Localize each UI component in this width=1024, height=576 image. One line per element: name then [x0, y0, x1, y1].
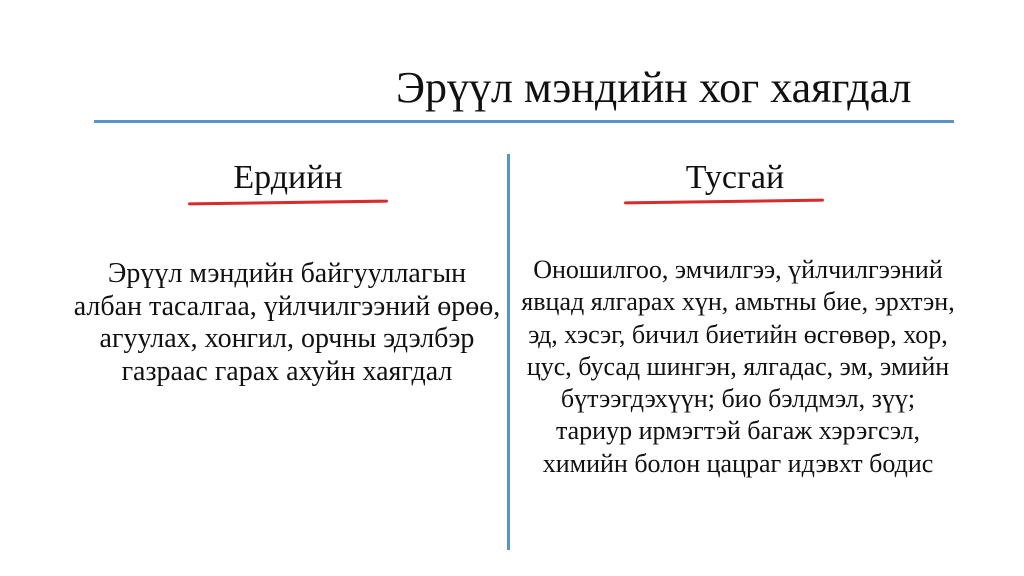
- title-rule: [94, 120, 954, 123]
- heading-underline-special: [624, 199, 824, 205]
- column-body-special: Оношилгоо, эмчилгээ, үйлчилгээний явцад ялгарах хүн, амьтны бие, эрхтэн, эд, хэсэг, бичил биетийн өсгөвөр, хор, цус, бусад шингэн, ялгадас, эм, эмийн бүтээгдэхүүн; био бэлдмэл, зүү; тариур ирмэгтэй багаж хэрэгсэл, химийн болон цацраг идэвхт бодис: [521, 255, 955, 478]
- column-heading-general: Ердийн: [233, 159, 343, 196]
- column-body-general: Эрүүл мэндийн байгууллагын албан тасалгаа, үйлчилгээний өрөө, агуулах, хонгил, орчны эдэлбэр газраас гарах ахуйн хаягдал: [73, 258, 501, 387]
- column-divider: [507, 154, 510, 550]
- slide-title: Эрүүл мэндийн хог хаягдал: [396, 63, 912, 112]
- heading-underline-general: [188, 200, 388, 206]
- column-heading-special: Тусгай: [685, 159, 785, 196]
